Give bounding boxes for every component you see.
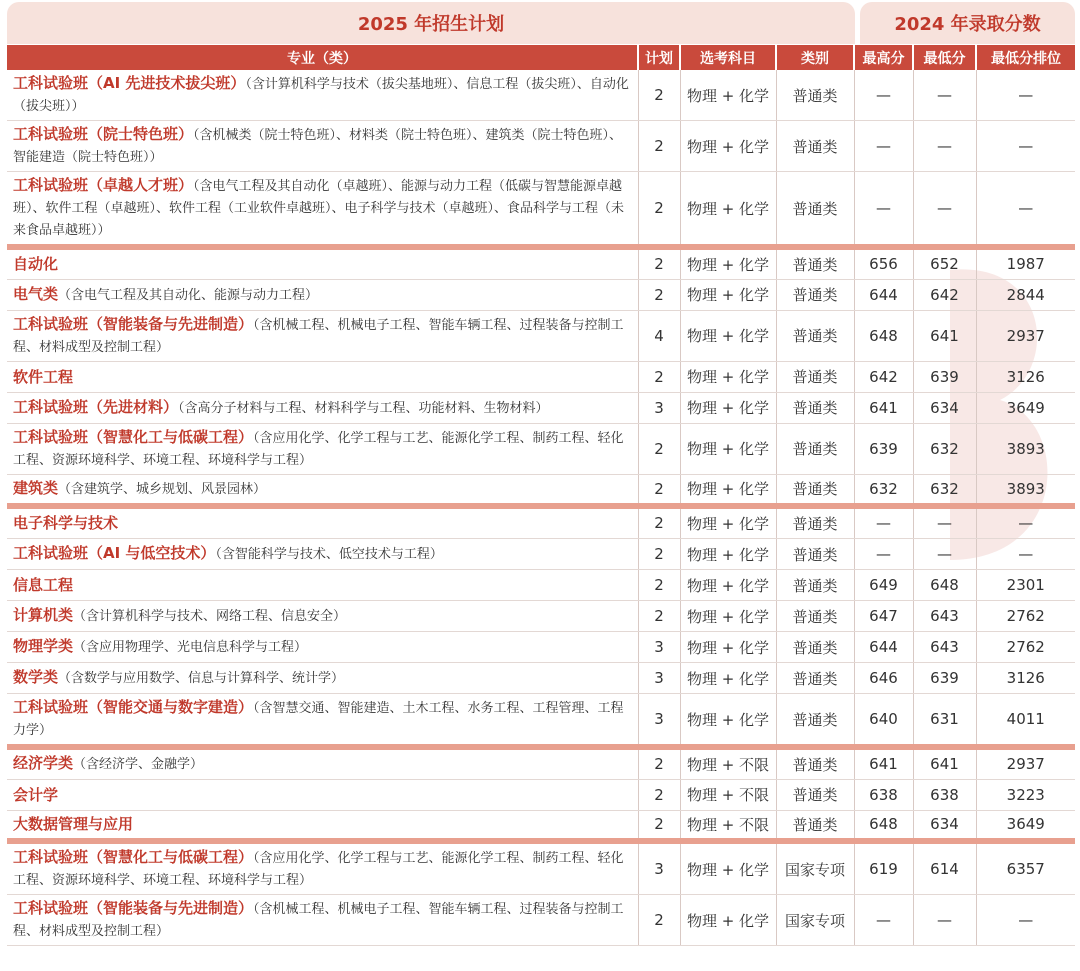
table-row	[7, 747, 1075, 779]
max-score-cell: —	[854, 70, 913, 121]
category-cell: 普通类	[776, 570, 854, 601]
plan-cell: 2	[638, 279, 680, 310]
table-row	[7, 172, 1075, 248]
major-note: （含机械工程、机械电子工程、智能车辆工程、过程装备与控制工程、材料成型及控制工程）	[13, 317, 624, 355]
min-score-cell: —	[913, 121, 976, 172]
min-score-cell: 642	[913, 279, 976, 310]
table-row	[7, 361, 1075, 392]
major-name: 工科试验班（智能交通与数字建造）	[13, 698, 254, 716]
plan-cell: 2	[638, 810, 680, 841]
category-cell: 国家专项	[776, 895, 854, 946]
col-max-score: 最高分	[854, 45, 913, 70]
category-cell: 普通类	[776, 361, 854, 392]
subjects-cell: 物理 + 化学	[680, 895, 776, 946]
major-note: （含智慧交通、智能建造、土木工程、水务工程、工程管理、工程力学）	[13, 701, 624, 738]
major-name: 自动化	[13, 255, 59, 274]
category-cell: 普通类	[776, 506, 854, 539]
subjects-cell: 物理 + 不限	[680, 810, 776, 841]
min-rank-cell: —	[976, 121, 1075, 172]
category-cell: 普通类	[776, 121, 854, 172]
plan-cell: 2	[638, 70, 680, 121]
min-rank-cell: 2301	[976, 570, 1075, 601]
category-cell: 普通类	[776, 423, 854, 474]
category-cell: 普通类	[776, 810, 854, 841]
major-cell	[7, 70, 638, 121]
min-score-cell: 643	[913, 601, 976, 632]
major-note: （含电气工程及其自动化（卓越班）、能源与动力工程（低碳与智慧能源卓越班）、软件工程（卓越班）、软件工程（工业软件卓越班）、电子科学与技术（卓越班）、食品科学与工程（未来食品卓越班））	[13, 179, 625, 238]
category-cell: 普通类	[776, 247, 854, 279]
major-name: 建筑类	[13, 478, 59, 497]
category-cell: 普通类	[776, 601, 854, 632]
max-score-cell: —	[854, 121, 913, 172]
plan-cell: 3	[638, 694, 680, 748]
major-cell	[7, 361, 638, 392]
category-cell: 普通类	[776, 172, 854, 248]
col-plan: 计划	[638, 45, 680, 70]
major-cell	[7, 810, 638, 841]
max-score-cell: 644	[854, 632, 913, 663]
subjects-cell: 物理 + 化学	[680, 474, 776, 506]
major-name: 信息工程	[13, 576, 74, 594]
table-row	[7, 601, 1075, 632]
plan-cell: 2	[638, 474, 680, 506]
min-rank-cell: —	[976, 70, 1075, 121]
major-cell	[7, 632, 638, 663]
min-rank-cell: 2844	[976, 279, 1075, 310]
min-rank-cell: 3126	[976, 663, 1075, 694]
subjects-cell: 物理 + 化学	[680, 361, 776, 392]
max-score-cell: 644	[854, 279, 913, 310]
min-rank-cell: 4011	[976, 694, 1075, 748]
major-note: （含建筑学、城乡规划、风景园林）	[58, 481, 267, 497]
plan-cell: 2	[638, 172, 680, 248]
table-row	[7, 694, 1075, 748]
major-name: 工科试验班（先进材料）	[13, 397, 179, 416]
category-cell: 普通类	[776, 392, 854, 423]
major-cell	[7, 392, 638, 423]
min-score-cell: 631	[913, 694, 976, 748]
major-cell	[7, 841, 638, 895]
subjects-cell: 物理 + 化学	[680, 392, 776, 423]
col-major: 专业（类）	[7, 45, 638, 70]
plan-cell: 2	[638, 779, 680, 810]
major-name: 数学类	[13, 668, 59, 686]
max-score-cell: 647	[854, 601, 913, 632]
major-name: 工科试验班（智慧化工与低碳工程）	[13, 848, 254, 866]
min-rank-cell: —	[976, 172, 1075, 248]
table-row	[7, 279, 1075, 310]
min-rank-cell: 1987	[976, 247, 1075, 279]
plan-cell: 2	[638, 601, 680, 632]
major-cell	[7, 601, 638, 632]
plan-cell: 2	[638, 895, 680, 946]
subjects-cell: 物理 + 化学	[680, 841, 776, 895]
major-note: （含数学与应用数学、信息与计算科学、统计学）	[58, 671, 345, 686]
major-note: （含应用物理学、光电信息科学与工程）	[73, 640, 308, 655]
subjects-cell: 物理 + 化学	[680, 70, 776, 121]
min-score-cell: 632	[913, 423, 976, 474]
category-cell: 普通类	[776, 779, 854, 810]
major-cell	[7, 694, 638, 748]
major-name: 会计学	[13, 785, 59, 804]
subjects-cell: 物理 + 化学	[680, 632, 776, 663]
subjects-cell: 物理 + 化学	[680, 423, 776, 474]
category-cell: 普通类	[776, 279, 854, 310]
min-score-cell: 639	[913, 361, 976, 392]
major-cell	[7, 121, 638, 172]
min-score-cell: 634	[913, 810, 976, 841]
subjects-cell: 物理 + 化学	[680, 601, 776, 632]
min-score-cell: 648	[913, 570, 976, 601]
table-row	[7, 632, 1075, 663]
subjects-cell: 物理 + 不限	[680, 779, 776, 810]
max-score-cell: 640	[854, 694, 913, 748]
admission-table	[7, 45, 1075, 946]
major-note: （含电气工程及其自动化、能源与动力工程）	[58, 287, 319, 303]
major-cell	[7, 663, 638, 694]
min-rank-cell: 3893	[976, 423, 1075, 474]
table-header-row	[7, 45, 1075, 70]
max-score-cell: —	[854, 895, 913, 946]
min-rank-cell: 3649	[976, 810, 1075, 841]
subjects-cell: 物理 + 化学	[680, 310, 776, 361]
col-min-score: 最低分	[913, 45, 976, 70]
plan-cell: 2	[638, 506, 680, 539]
max-score-cell: 648	[854, 810, 913, 841]
max-score-cell: 638	[854, 779, 913, 810]
min-score-cell: 632	[913, 474, 976, 506]
major-note: （含智能科学与技术、低空技术与工程）	[215, 547, 443, 562]
subjects-cell: 物理 + 化学	[680, 172, 776, 248]
major-note: （含机械工程、机械电子工程、智能车辆工程、过程装备与控制工程、材料成型及控制工程）	[13, 902, 624, 939]
plan-banner: 2025 年招生计划	[7, 2, 855, 44]
min-score-cell: 652	[913, 247, 976, 279]
major-name: 工科试验班（AI 先进技术拔尖班）	[13, 74, 246, 92]
max-score-cell: 641	[854, 747, 913, 779]
major-name: 大数据管理与应用	[13, 815, 134, 834]
plan-cell: 3	[638, 392, 680, 423]
table-row	[7, 506, 1075, 539]
min-score-cell: —	[913, 70, 976, 121]
max-score-cell: 632	[854, 474, 913, 506]
plan-cell: 4	[638, 310, 680, 361]
major-note: （含机械类（院士特色班）、材料类（院士特色班）、建筑类（院士特色班）、智能建造（院士特色班））	[13, 128, 623, 165]
subjects-cell: 物理 + 化学	[680, 539, 776, 570]
min-score-cell: —	[913, 895, 976, 946]
min-rank-cell: 2762	[976, 601, 1075, 632]
category-cell: 普通类	[776, 70, 854, 121]
table-row	[7, 247, 1075, 279]
min-rank-cell: 3649	[976, 392, 1075, 423]
min-rank-cell: 3126	[976, 361, 1075, 392]
subjects-cell: 物理 + 不限	[680, 747, 776, 779]
major-cell	[7, 506, 638, 539]
major-cell	[7, 779, 638, 810]
subjects-cell: 物理 + 化学	[680, 279, 776, 310]
min-score-cell: —	[913, 539, 976, 570]
table-row	[7, 474, 1075, 506]
major-name: 电气类	[13, 284, 59, 303]
category-cell: 普通类	[776, 539, 854, 570]
subjects-cell: 物理 + 化学	[680, 663, 776, 694]
major-cell	[7, 310, 638, 361]
table-row	[7, 570, 1075, 601]
min-score-cell: 643	[913, 632, 976, 663]
subjects-cell: 物理 + 化学	[680, 570, 776, 601]
table-row	[7, 70, 1075, 121]
min-score-cell: 641	[913, 747, 976, 779]
min-rank-cell: 2762	[976, 632, 1075, 663]
major-cell	[7, 747, 638, 779]
min-rank-cell: 6357	[976, 841, 1075, 895]
table-row	[7, 392, 1075, 423]
min-score-cell: 614	[913, 841, 976, 895]
table-row	[7, 121, 1075, 172]
col-category: 类别	[776, 45, 854, 70]
min-rank-cell: 2937	[976, 310, 1075, 361]
major-cell	[7, 247, 638, 279]
category-cell: 普通类	[776, 310, 854, 361]
major-cell	[7, 279, 638, 310]
category-cell: 国家专项	[776, 841, 854, 895]
plan-cell: 2	[638, 361, 680, 392]
max-score-cell: 656	[854, 247, 913, 279]
major-note: （含应用化学、化学工程与工艺、能源化学工程、制药工程、轻化工程、资源环境科学、环境工程、环境科学与工程）	[13, 851, 624, 888]
plan-cell: 2	[638, 747, 680, 779]
max-score-cell: 648	[854, 310, 913, 361]
plan-cell: 3	[638, 663, 680, 694]
plan-cell: 3	[638, 841, 680, 895]
max-score-cell: —	[854, 172, 913, 248]
table-row	[7, 423, 1075, 474]
major-cell	[7, 570, 638, 601]
subjects-cell: 物理 + 化学	[680, 506, 776, 539]
major-cell	[7, 474, 638, 506]
table-row	[7, 310, 1075, 361]
min-score-cell: —	[913, 172, 976, 248]
major-note: （含高分子材料与工程、材料科学与工程、功能材料、生物材料）	[178, 400, 549, 416]
major-name: 工科试验班（智慧化工与低碳工程）	[13, 427, 254, 446]
min-rank-cell: 2937	[976, 747, 1075, 779]
major-note: （含计算机科学与技术（拔尖基地班）、信息工程（拔尖班）、自动化（拔尖班））	[13, 77, 629, 114]
min-rank-cell: —	[976, 539, 1075, 570]
table-row	[7, 895, 1075, 946]
major-name: 物理学类	[13, 637, 74, 655]
major-name: 工科试验班（AI 与低空技术）	[13, 544, 216, 562]
min-rank-cell: 3893	[976, 474, 1075, 506]
subjects-cell: 物理 + 化学	[680, 694, 776, 748]
major-cell	[7, 539, 638, 570]
min-rank-cell: —	[976, 506, 1075, 539]
min-score-cell: 638	[913, 779, 976, 810]
max-score-cell: 641	[854, 392, 913, 423]
category-cell: 普通类	[776, 663, 854, 694]
major-cell	[7, 172, 638, 248]
min-score-cell: 639	[913, 663, 976, 694]
major-note: （含经济学、金融学）	[73, 757, 204, 773]
plan-cell: 2	[638, 121, 680, 172]
subjects-cell: 物理 + 化学	[680, 247, 776, 279]
major-note: （含计算机科学与技术、网络工程、信息安全）	[73, 609, 347, 624]
col-subjects: 选考科目	[680, 45, 776, 70]
max-score-cell: 642	[854, 361, 913, 392]
major-name: 电子科学与技术	[13, 514, 119, 533]
score-banner: 2024 年录取分数	[860, 2, 1075, 44]
major-name: 计算机类	[13, 606, 74, 624]
category-cell: 普通类	[776, 474, 854, 506]
min-score-cell: —	[913, 506, 976, 539]
major-name: 软件工程	[13, 367, 74, 386]
min-score-cell: 641	[913, 310, 976, 361]
major-name: 工科试验班（智能装备与先进制造）	[13, 314, 254, 333]
min-rank-cell: —	[976, 895, 1075, 946]
table-row	[7, 810, 1075, 841]
col-min-rank: 最低分排位	[976, 45, 1075, 70]
max-score-cell: —	[854, 506, 913, 539]
plan-cell: 3	[638, 632, 680, 663]
plan-cell: 2	[638, 570, 680, 601]
major-name: 工科试验班（卓越人才班）	[13, 176, 194, 194]
major-name: 工科试验班（智能装备与先进制造）	[13, 899, 254, 917]
subjects-cell: 物理 + 化学	[680, 121, 776, 172]
table-row	[7, 663, 1075, 694]
max-score-cell: 649	[854, 570, 913, 601]
min-rank-cell: 3223	[976, 779, 1075, 810]
plan-cell: 2	[638, 247, 680, 279]
major-note: （含应用化学、化学工程与工艺、能源化学工程、制药工程、轻化工程、资源环境科学、环境工程、环境科学与工程）	[13, 430, 624, 468]
category-cell: 普通类	[776, 632, 854, 663]
max-score-cell: 639	[854, 423, 913, 474]
major-name: 经济学类	[13, 754, 74, 773]
max-score-cell: 619	[854, 841, 913, 895]
major-cell	[7, 423, 638, 474]
plan-cell: 2	[638, 539, 680, 570]
max-score-cell: —	[854, 539, 913, 570]
table-row	[7, 539, 1075, 570]
table-row	[7, 841, 1075, 895]
table-row	[7, 779, 1075, 810]
category-cell: 普通类	[776, 747, 854, 779]
plan-cell: 2	[638, 423, 680, 474]
category-cell: 普通类	[776, 694, 854, 748]
min-score-cell: 634	[913, 392, 976, 423]
major-cell	[7, 895, 638, 946]
major-name: 工科试验班（院士特色班）	[13, 125, 194, 143]
max-score-cell: 646	[854, 663, 913, 694]
